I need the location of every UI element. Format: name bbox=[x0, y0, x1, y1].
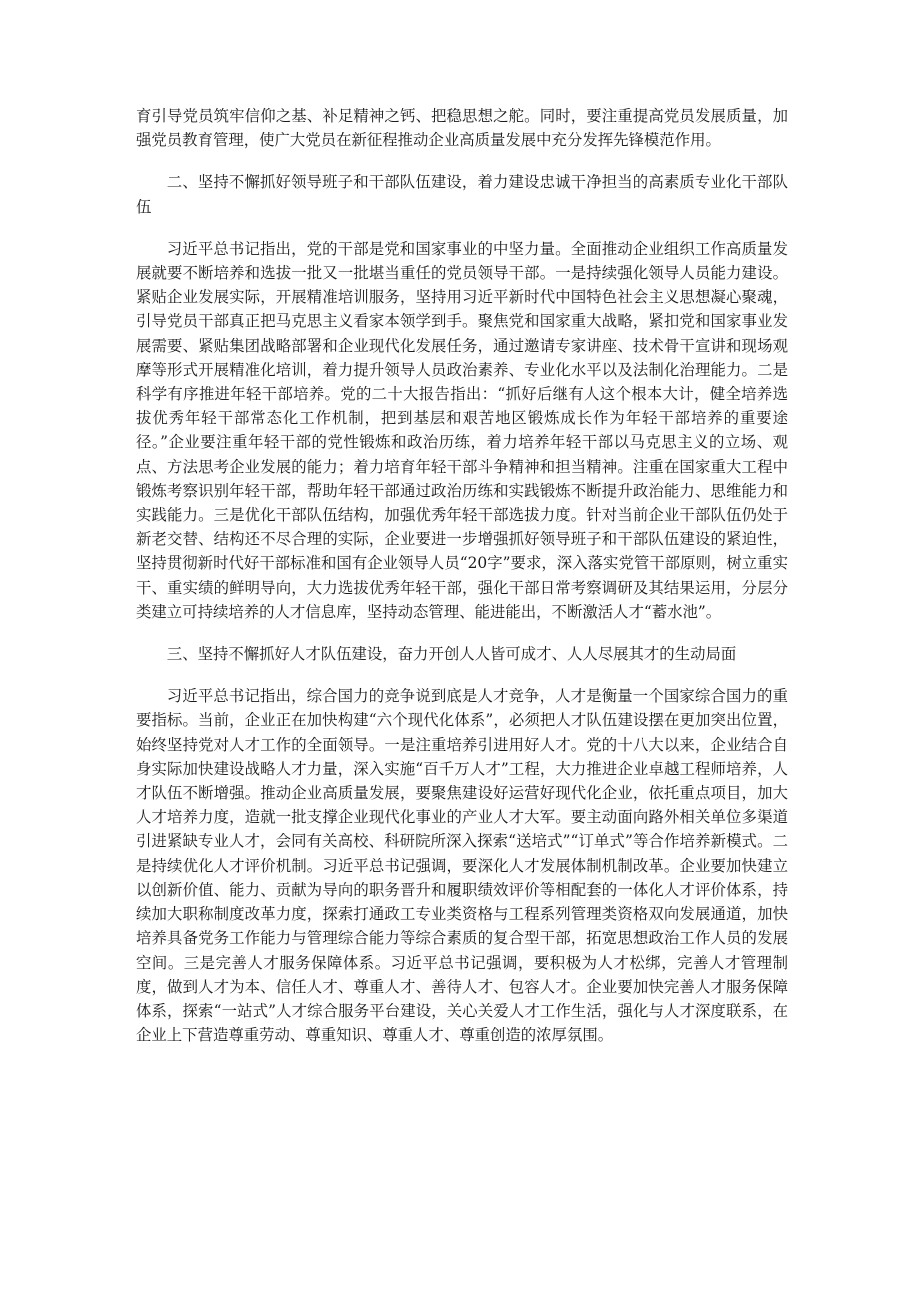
document-page bbox=[136, 104, 788, 1065]
section-heading-3: 三、坚持不懈抓好人才队伍建设，奋力开创人人皆可成才、人人尽展其才的生动局面 bbox=[166, 645, 737, 664]
body-paragraph-section-2: 习近平总书记指出，党的干部是党和国家事业的中坚力量。全面推动企业组织工作高质量发展就要不断培养和选拔一批又一批堪当重任的党员领导干部。一是持续强化领导人员能力建设。紧贴企业发展实际，开展精准培训服务，坚持用习近平新时代中国特色社会主义思想凝心聚魂，引导党员干部真正把马克思主义看家本领学到手。聚焦党和国家重大战略，紧扣党和国家事业发展需要、紧贴集团战略部署和企业现代化发展任务，通过邀请专家讲座、技术骨干宣讲和现场观摩等形式开展精准化培训，着力提升领导人员政治素养、专业化水平以及法制化治理能力。二是科学有序推进年轻干部培养。党的二十大报告指出：“抓好后继有人这个根本大计，健全培养选拔优秀年轻干部常态化工作机制，把到基层和艰苦地区锻炼成长作为年轻干部培养的重要途径。”企业要注重年轻干部的党性锻炼和政治历练，着力培养年轻干部以马克思主义的立场、观点、方法思考企业发展的能力；着力培育年轻干部斗争精神和担当精神。注重在国家重大工程中锻炼考察识别年轻干部，帮助年轻干部通过政治历练和实践锻炼不断提升政治能力、思维能力和实践能力。三是优化干部队伍结构，加强优秀年轻干部选拔力度。针对当前企业干部队伍仍处于新老交替、结构还不尽合理的实际，企业要进一步增强抓好领导班子和干部队伍建设的紧迫性，坚持贯彻新时代好干部标准和国有企业领导人员“20字”要求，深入落实党管干部原则，树立重实干、重实绩的鲜明导向，大力选拔优秀年轻干部，强化干部日常考察调研及其结果运用，分层分类建立可持续培养的人才信息库，坚持动态管理、能进能出，不断激活人才“蓄水池”。 bbox=[136, 239, 788, 621]
body-paragraph-continued: 育引导党员筑牢信仰之基、补足精神之钙、把稳思想之舵。同时，要注重提高党员发展质量，加强党员教育管理，使广大党员在新征程推动企业高质量发展中充分发挥先锋模范作用。 bbox=[136, 107, 788, 150]
section-heading-2: 二、坚持不懈抓好领导班子和干部队伍建设，着力建设忠诚干净担当的高素质专业化干部队伍 bbox=[136, 173, 788, 216]
body-paragraph-section-3: 习近平总书记指出，综合国力的竞争说到底是人才竞争，人才是衡量一个国家综合国力的重要指标。当前，企业正在加快构建“六个现代化体系”，必须把人才队伍建设摆在更加突出位置，始终坚持党对人才工作的全面领导。一是注重培养引进用好人才。党的十八大以来，企业结合自身实际加快建设战略人才力量，深入实施“百千万人才”工程，大力推进企业卓越工程师培养，人才队伍不断增强。推动企业高质量发展，要聚焦建设好运营好现代化企业，依托重点项目，加大人才培养力度，造就一批支撑企业现代化事业的产业人才大军。要主动面向路外相关单位多渠道引进紧缺专业人才，会同有关高校、科研院所深入探索“送培式”“订单式”等合作培养新模式。二是持续优化人才评价机制。习近平总书记强调，要深化人才发展体制机制改革。企业要加快建立以创新价值、能力、贡献为导向的职务晋升和履职绩效评价等相配套的一体化人才评价体系，持续加大职称制度改革力度，探索打通政工专业类资格与工程系列管理类资格双向发展通道，加快培养具备党务工作能力与管理综合能力等综合素质的复合型干部，拓宽思想政治工作人员的发展空间。三是完善人才服务保障体系。习近平总书记强调，要积极为人才松绑，完善人才管理制度，做到人才为本、信任人才、尊重人才、善待人才、包容人才。企业要加快完善人才服务保障体系，探索“一站式”人才综合服务平台建设，关心关爱人才工作生活，强化与人才深度联系，在企业上下营造尊重劳动、尊重知识、尊重人才、尊重创造的浓厚氛围。 bbox=[136, 687, 788, 1045]
